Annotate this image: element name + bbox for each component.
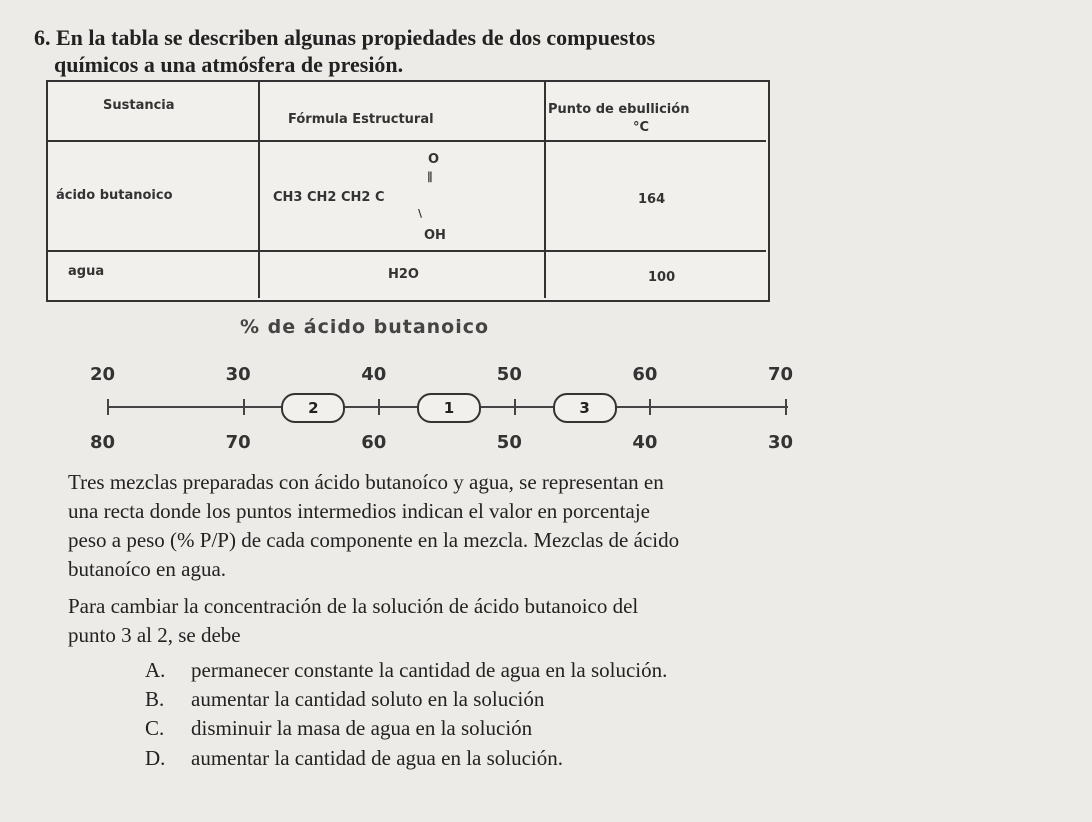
cell-acid-formula-o: O — [428, 152, 440, 167]
cell-acid-formula-oh: OH — [424, 228, 446, 243]
option-d[interactable] — [145, 744, 563, 772]
option-b[interactable] — [145, 685, 544, 713]
double-bond-mark: ∥ — [427, 170, 433, 183]
scale-tick — [378, 399, 380, 415]
question-number-line: 6. En la tabla se describen algunas propiedades de dos compuestos — [34, 25, 656, 50]
paragraph-1-line: Tres mezclas preparadas con ácido butanoíco y agua, se representan en — [68, 470, 664, 494]
bottom-tick-label: 40 — [632, 432, 658, 453]
paragraph-2-line: punto 3 al 2, se debe — [68, 623, 241, 647]
option-text: aumentar la cantidad de agua en la solución. — [191, 746, 564, 770]
scale-tick — [649, 399, 651, 415]
top-tick-label: 20 — [90, 364, 116, 385]
header-substance: Sustancia — [103, 98, 175, 113]
bottom-tick-label: 70 — [225, 432, 251, 453]
scale-tick — [243, 399, 245, 415]
bottom-tick-label: 80 — [90, 432, 116, 453]
top-tick-label: 40 — [361, 364, 387, 385]
paragraph-1-line: una recta donde los puntos intermedios indican el valor en porcentaje — [68, 499, 650, 523]
properties-table — [46, 80, 770, 302]
question-intro: químicos a una atmósfera de presión. — [54, 52, 404, 77]
single-bond-mark: \ — [418, 207, 423, 220]
paragraph-2-line: Para cambiar la concentración de la solución de ácido butanoico del — [68, 594, 639, 618]
option-c[interactable] — [145, 714, 532, 742]
option-text: disminuir la masa de agua en la solución — [191, 716, 533, 740]
bottom-tick-label: 60 — [361, 432, 387, 453]
top-tick-label: 30 — [225, 364, 251, 385]
header-unit: °C — [633, 120, 650, 135]
scale-tick — [785, 399, 787, 415]
option-a[interactable] — [145, 656, 667, 684]
cell-water-boiling: 100 — [648, 270, 676, 285]
option-letter: D. — [145, 746, 166, 770]
mixture-point-3: 3 — [553, 393, 617, 423]
option-letter: C. — [145, 716, 165, 740]
top-tick-label: 70 — [768, 364, 794, 385]
paragraph-1-line: peso a peso (% P/P) de cada componente en la mezcla. Mezclas de ácido — [68, 528, 680, 552]
paragraph-1-line: butanoíco en agua. — [68, 557, 227, 581]
cell-acid-name: ácido butanoico — [56, 188, 173, 203]
header-formula: Fórmula Estructural — [288, 112, 434, 127]
paragraph-2 — [68, 592, 638, 650]
option-letter: A. — [145, 658, 166, 682]
cell-water-formula: H2O — [388, 267, 419, 282]
bottom-tick-label: 50 — [496, 432, 522, 453]
cell-acid-boiling: 164 — [638, 192, 666, 207]
mixture-point-1: 1 — [417, 393, 481, 423]
scale-tick — [514, 399, 516, 415]
mixture-point-2: 2 — [281, 393, 345, 423]
cell-acid-formula: CH3 CH2 CH2 C — [273, 190, 385, 205]
header-boiling: Punto de ebullición — [548, 102, 690, 117]
bottom-tick-label: 30 — [768, 432, 794, 453]
top-tick-label: 50 — [496, 364, 522, 385]
scale-tick — [107, 399, 109, 415]
number-line-title: % de ácido butanoico — [240, 316, 490, 338]
paragraph-1 — [68, 468, 679, 584]
cell-water-name: agua — [68, 264, 105, 279]
option-text: aumentar la cantidad soluto en la solución — [191, 687, 545, 711]
top-tick-label: 60 — [632, 364, 658, 385]
option-letter: B. — [145, 687, 165, 711]
option-text: permanecer constante la cantidad de agua en la solución. — [191, 658, 668, 682]
